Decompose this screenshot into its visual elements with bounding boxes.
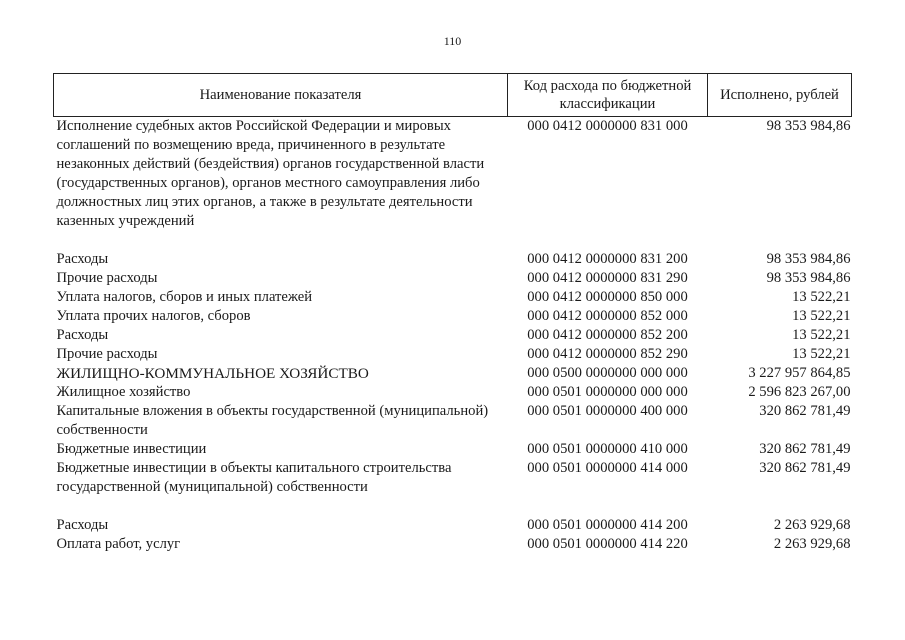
table-row <box>54 516 852 535</box>
row-amount: 2 596 823 267,00 <box>748 384 851 400</box>
row-code: 000 0501 0000000 400 000 <box>527 403 688 419</box>
row-name: Уплата налогов, сборов и иных платежей <box>56 289 313 305</box>
row-name: Бюджетные инвестиции в объекты капитального строительства государственной (муниципальной) собственности <box>56 460 452 495</box>
table-row <box>54 535 852 554</box>
row-name: Расходы <box>56 517 109 533</box>
row-name: ЖИЛИЩНО-КОММУНАЛЬНОЕ ХОЗЯЙСТВО <box>56 365 369 382</box>
row-name: Расходы <box>56 327 109 343</box>
row-code: 000 0500 0000000 000 000 <box>527 365 688 381</box>
row-name: Уплата прочих налогов, сборов <box>56 308 251 324</box>
row-code: 000 0412 0000000 852 000 <box>527 308 688 324</box>
table-row <box>54 269 852 288</box>
row-code: 000 0501 0000000 000 000 <box>527 384 688 400</box>
row-amount: 13 522,21 <box>792 327 851 343</box>
table-row <box>54 250 852 269</box>
row-code: 000 0501 0000000 414 220 <box>527 536 688 552</box>
header-indicator-name: Наименование показателя <box>54 74 508 117</box>
row-amount: 13 522,21 <box>792 308 851 324</box>
table-row <box>54 117 852 251</box>
row-code: 000 0412 0000000 831 290 <box>527 270 688 286</box>
row-amount: 98 353 984,86 <box>766 251 851 267</box>
row-amount: 320 862 781,49 <box>759 460 851 476</box>
row-code: 000 0412 0000000 831 000 <box>527 118 688 134</box>
row-code: 000 0412 0000000 831 200 <box>527 251 688 267</box>
table-row <box>54 288 852 307</box>
row-code: 000 0412 0000000 852 200 <box>527 327 688 343</box>
row-code: 000 0412 0000000 850 000 <box>527 289 688 305</box>
table-row <box>54 383 852 402</box>
row-name: Прочие расходы <box>56 346 158 362</box>
row-name: Капитальные вложения в объекты государственной (муниципальной) собственности <box>56 403 489 438</box>
row-code: 000 0501 0000000 414 200 <box>527 517 688 533</box>
row-amount: 320 862 781,49 <box>759 403 851 419</box>
table-header-row <box>54 74 852 117</box>
header-executed-amount: Исполнено, рублей <box>708 74 852 117</box>
row-name: Прочие расходы <box>56 270 158 286</box>
table-row <box>54 459 852 516</box>
expenditure-table <box>53 73 852 554</box>
row-name: Жилищное хозяйство <box>56 384 191 400</box>
header-budget-code: Код расхода по бюджетной классификации <box>508 74 708 117</box>
table-row-section <box>54 364 852 383</box>
table-row <box>54 345 852 364</box>
row-code: 000 0412 0000000 852 290 <box>527 346 688 362</box>
row-amount: 2 263 929,68 <box>773 517 851 533</box>
table-row <box>54 402 852 440</box>
row-name: Исполнение судебных актов Российской Федерации и мировых соглашений по возмещению вреда, причиненного в результате незаконных действий (бездействия) органов государственной власти (государственных органов), органов местного самоуправления либо должностных лиц этих органов, а также в результате деятельности казенных учреждений <box>56 118 485 229</box>
row-amount: 13 522,21 <box>792 289 851 305</box>
row-code: 000 0501 0000000 410 000 <box>527 441 688 457</box>
row-name: Расходы <box>56 251 109 267</box>
row-code: 000 0501 0000000 414 000 <box>527 460 688 476</box>
row-amount: 13 522,21 <box>792 346 851 362</box>
row-amount: 98 353 984,86 <box>766 270 851 286</box>
table-row <box>54 440 852 459</box>
row-name: Бюджетные инвестиции <box>56 441 207 457</box>
row-amount: 98 353 984,86 <box>766 118 851 134</box>
row-amount: 2 263 929,68 <box>773 536 851 552</box>
row-amount: 320 862 781,49 <box>759 441 851 457</box>
table-row <box>54 307 852 326</box>
page-number: 110 <box>443 34 462 48</box>
row-name: Оплата работ, услуг <box>56 536 181 552</box>
row-amount: 3 227 957 864,85 <box>748 365 851 381</box>
table-row <box>54 326 852 345</box>
